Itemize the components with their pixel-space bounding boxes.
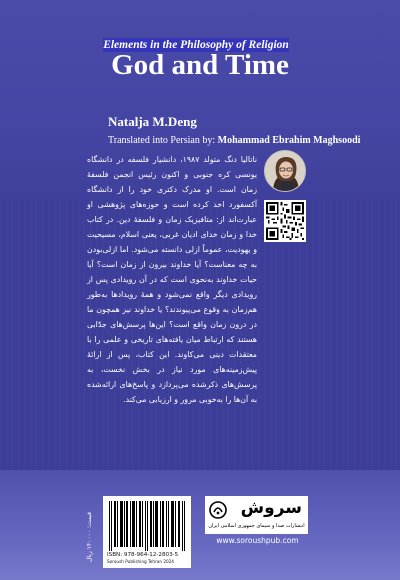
author-portrait-icon (264, 150, 306, 192)
publisher-website: www.soroushpub.com (216, 536, 299, 545)
series-title: Elements in the Philosophy of Religion (103, 39, 289, 51)
translator-name: Mohammad Ebrahim Maghsoodi (217, 135, 361, 146)
cover-bottom-band (0, 470, 400, 580)
translator-prefix: Translated into Persian by: (108, 135, 216, 146)
author-name: Natalja M.Deng (108, 114, 197, 129)
publisher-logo-text: سروش (240, 498, 302, 518)
barcode-publisher-line: Soroush Publishing Tehran 2024 (107, 559, 174, 564)
blurb-text: ناتالیا دنگ متولد ۱۹۸۷، دانشیار فلسفه در دانشگاه یونسی کره جنوبی و اکنون رئیس انجمن فلسفهٔ زمان است. او مدرک دکتری خود را از دانشگاه آکسفورد اخذ کرده است و حوزه‌های پژوهشی او عبارت‌اند از: متافیزیک زمان و فلسفهٔ دین. در کتاب خدا و زمان خدای ادیان غربی، یعنی اسلام، مسیحیت و یهودیت، عموماً ازلی دانسته می‌شود. اما ازلی‌بودن به چه معناست؟ آیا خداوند بیرون از زمان است؟ آیا حیات خداوند به‌نحوی است که در آن رویدادی پس از رویدادی دیگر واقع نمی‌شود و همهٔ رویدادها به‌طور هم‌زمان به وقوع می‌پیوندند؟ یا خداوند نیز همچون ما در درون زمان واقع است؟ این‌ها پرسش‌های جدّابی هستند که ارتباط میان یافته‌های تاریخی و علمی را با معتقدات دینی می‌کاوند. این کتاب، پس از ارائهٔ پیش‌زمینه‌های مورد نیاز در بخش نخست، به پرسش‌های ذکرشده می‌پردازد و پاسخ‌های ارائه‌شده به آن‌ها را به‌خوبی مرور و ارزیابی می‌کند. (87, 155, 257, 404)
isbn-text: ISBN: 978-964-12-2803-5 (107, 552, 179, 558)
publisher-logo-mark-icon (209, 501, 227, 519)
publisher-logo (205, 496, 308, 534)
translator-line (108, 135, 360, 146)
price-label: قیمت: ۱۴۰۰۰۰ ریال (86, 512, 93, 562)
book-title: God and Time (111, 49, 289, 81)
qr-code-icon (264, 200, 306, 242)
publisher-subtitle: انتشارات صدا و سیمای جمهوری اسلامی ایران (208, 523, 305, 529)
isbn-barcode-icon (103, 496, 191, 568)
